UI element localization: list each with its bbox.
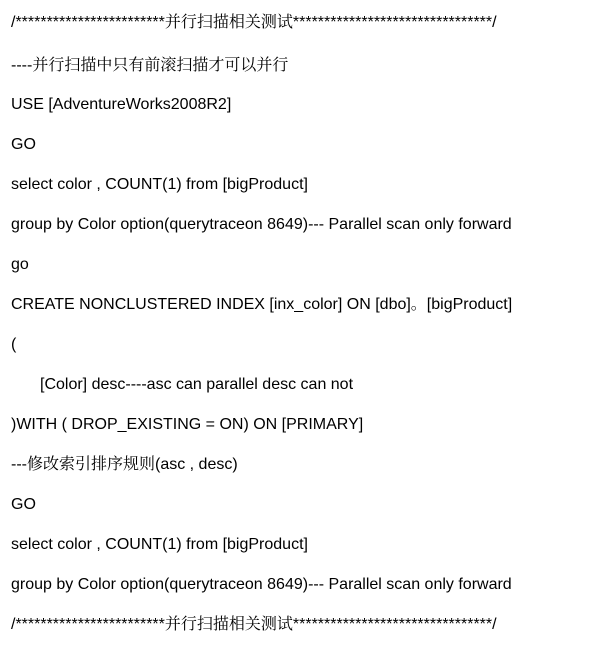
comment-banner-top: /************************并行扫描相关测试********************************/ bbox=[11, 14, 497, 31]
code-line-go-lower: go bbox=[11, 256, 29, 273]
comment-banner-bottom: /************************并行扫描相关测试********************************/ bbox=[11, 616, 497, 633]
code-line-use: USE [AdventureWorks2008R2] bbox=[11, 96, 232, 113]
code-line-go: GO bbox=[11, 136, 36, 153]
code-line-with: )WITH ( DROP_EXISTING = ON) ON [PRIMARY] bbox=[11, 416, 364, 433]
code-line-group-by: group by Color option(querytraceon 8649)--- Parallel scan only forward bbox=[11, 216, 512, 233]
code-line-group-by-second: group by Color option(querytraceon 8649)--- Parallel scan only forward bbox=[11, 576, 512, 593]
code-line-color-desc: [Color] desc----asc can parallel desc can not bbox=[40, 376, 354, 393]
comment-modify-index: ---修改索引排序规则(asc , desc) bbox=[11, 456, 238, 473]
comment-parallel-note: ----并行扫描中只有前滚扫描才可以并行 bbox=[11, 57, 289, 74]
code-line-select: select color , COUNT(1) from [bigProduct] bbox=[11, 176, 308, 193]
code-line-open-paren: ( bbox=[11, 336, 17, 353]
code-line-go-second: GO bbox=[11, 496, 36, 513]
code-line-select-second: select color , COUNT(1) from [bigProduct] bbox=[11, 536, 308, 553]
code-line-create-index: CREATE NONCLUSTERED INDEX [inx_color] ON [dbo]。[bigProduct] bbox=[11, 296, 513, 313]
